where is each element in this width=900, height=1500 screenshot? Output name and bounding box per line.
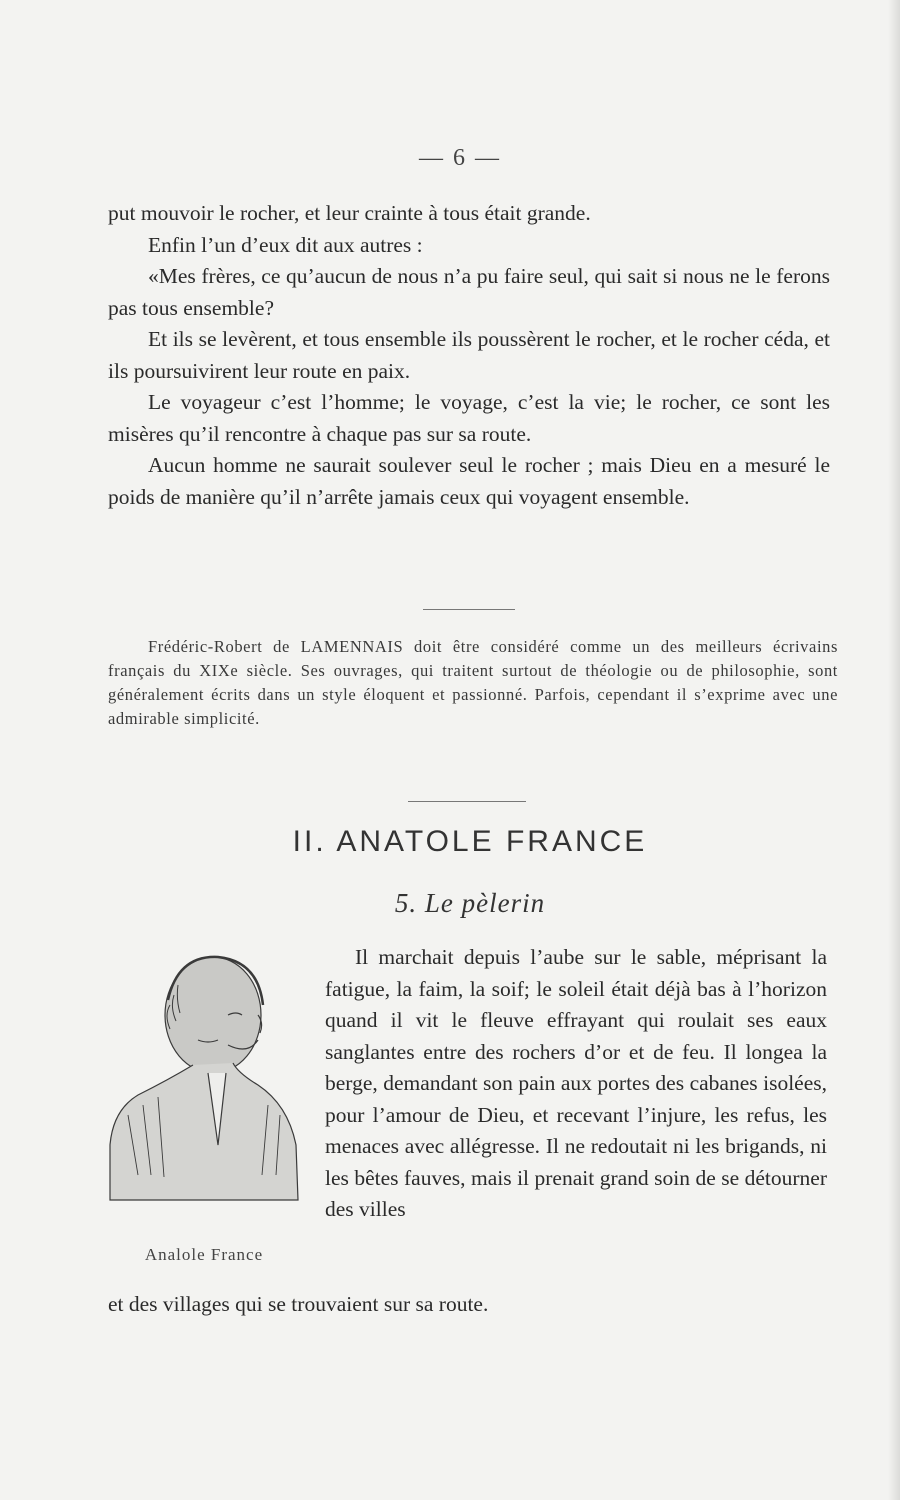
separator-rule	[408, 801, 526, 802]
paragraph: Le voyageur c’est l’homme; le voyage, c’est la vie; le rocher, ce sont les misères qu’il rencontre à chaque pas sur sa route.	[108, 390, 830, 446]
pelerin-text-block	[325, 942, 827, 1226]
paragraph: Aucun homme ne saurait soulever seul le rocher ; mais Dieu en a mesuré le poids de manière qu’il n’arrête jamais ceux qui voyagent ensemble.	[108, 453, 830, 509]
separator-rule	[423, 609, 515, 610]
paragraph: Enfin l’un d’eux dit aux autres :	[148, 232, 423, 257]
author-note-text: Frédéric-Robert de LAMENNAIS doit être considéré comme un des meilleurs écrivains français du XIXe siècle. Ses ouvrages, qui traitent surtout de théologie ou de philosophie, sont généralement écrits dans un style éloquent et passionné. Parfois, cependant il s’exprime avec une admirable simplicité.	[108, 637, 838, 728]
paragraph: Et ils se levèrent, et tous ensemble ils poussèrent le rocher, et le rocher céda, et ils poursuivirent leur route en paix.	[108, 327, 830, 383]
paragraph: put mouvoir le rocher, et leur crainte à tous était grande.	[108, 201, 591, 225]
story-text: Il marchait depuis l’aube sur le sable, méprisant la fatigue, la faim, la soif; le soleil était déjà bas à l’horizon quand il vit le fleuve effrayant qui roulait ses eaux sanglantes entre des rochers d’or et de feu. Il longea la berge, demandant son pain aux portes des cabanes isolées, pour l’amour de Dieu, et recevant l’injure, les refus, les menaces avec allégresse. Il ne redoutait ni les brigands, ni les bêtes fauves, mais il prenait grand soin de se détourner des villes	[325, 945, 827, 1221]
lamennais-text-block	[108, 198, 830, 513]
portrait-caption: Analole France	[144, 1245, 264, 1264]
paragraph: «Mes frères, ce qu’aucun de nous n’a pu faire seul, qui sait si nous ne le ferons pas tous ensemble?	[108, 264, 830, 320]
page-edge-shadow	[888, 0, 900, 1500]
section-heading: II. ANATOLE FRANCE	[292, 825, 648, 858]
author-note	[108, 635, 838, 731]
page-number: — 6 —	[419, 145, 501, 171]
story-last-line: et des villages qui se trouvaient sur sa route.	[108, 1292, 489, 1316]
anatole-france-portrait-engraving	[108, 945, 300, 1235]
chapter-title: 5. Le pèlerin	[394, 888, 546, 918]
